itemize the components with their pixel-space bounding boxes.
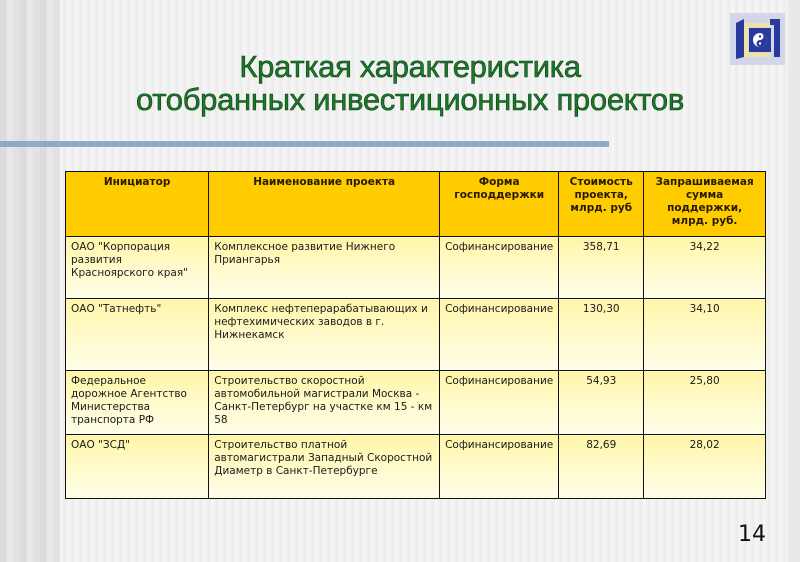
cell-initiator: ОАО "Татнефть" [66,299,209,371]
cell-support-form: Софинансирование [440,299,559,371]
cell-initiator: ОАО "ЗСД" [66,435,209,499]
cell-requested: 34,22 [644,237,766,299]
cell-project: Комплексное развитие Нижнего Приангарья [209,237,440,299]
cell-requested: 28,02 [644,435,766,499]
cell-cost: 130,30 [559,299,644,371]
title-divider [0,141,609,147]
table-row [66,299,766,371]
page-number: 14 [738,522,766,547]
investment-projects-table [65,171,766,499]
cell-requested: 34,10 [644,299,766,371]
institute-logo-icon [730,13,785,65]
cell-project: Строительство платной автомагистрали Западный Скоростной Диаметр в Санкт-Петербурге [209,435,440,499]
table-row [66,237,766,299]
cell-cost: 54,93 [559,371,644,435]
cell-requested: 25,80 [644,371,766,435]
header-initiator: Инициатор [66,172,209,237]
cell-support-form: Софинансирование [440,237,559,299]
header-support-form: Форма господдержки [440,172,559,237]
cell-project: Строительство скоростной автомобильной магистрали Москва - Санкт-Петербург на участке км 15 - км 58 [209,371,440,435]
cell-initiator: Федеральное дорожное Агентство Министерства транспорта РФ [66,371,209,435]
cell-support-form: Софинансирование [440,435,559,499]
table-header-row [66,172,766,237]
background-right-band [788,0,800,562]
header-requested-support: Запрашиваемая сумма поддержки, млрд. руб. [644,172,766,237]
table-row [66,435,766,499]
cell-initiator: ОАО "Корпорация развития Красноярского края" [66,237,209,299]
cell-support-form: Софинансирование [440,371,559,435]
cell-project: Комплекс нефтеперарабатывающих и нефтехимических заводов в г. Нижнекамск [209,299,440,371]
slide-title-line-2: отобранных инвестиционных проектов [135,82,685,117]
header-project-name: Наименование проекта [209,172,440,237]
background-left-band [0,0,60,562]
slide-title-line-1: Краткая характеристика [239,49,581,84]
table-row [66,371,766,435]
cell-cost: 358,71 [559,237,644,299]
cell-cost: 82,69 [559,435,644,499]
header-project-cost: Стоимость проекта, млрд. руб [559,172,644,237]
slide-title [100,50,720,116]
